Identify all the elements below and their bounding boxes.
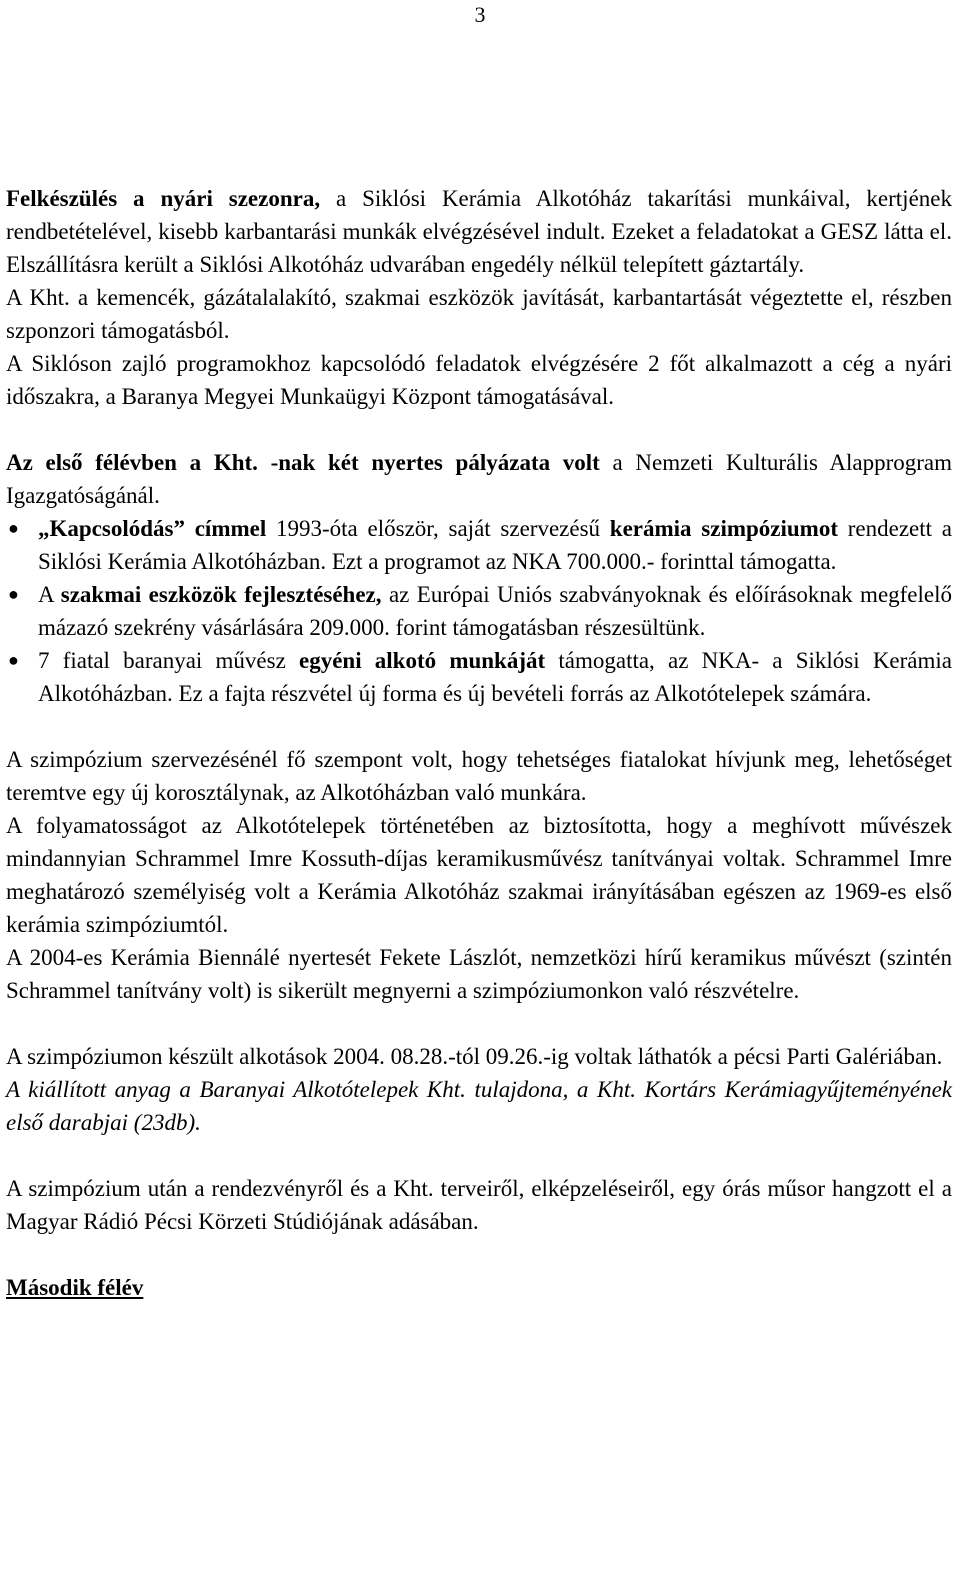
item-text: 1993-óta először, saját szervezésű	[266, 516, 610, 541]
item-text: támogatta, az NKA- a Siklósi Kerámia Alkotóházban. Ez a fajta részvétel új forma és új bevételi forrás az Alkotótelepek számára.	[38, 648, 952, 706]
bold-text: kerámia szimpóziumot	[609, 516, 839, 541]
bullet-icon: ●	[8, 584, 19, 604]
paragraph-text: a Siklósi Kerámia Alkotóház takarítási munkáival, kertjének rendbetételével, kisebb karbantarási munkák elvégzésével indult. Ezeket a feladatokat a GESZ látta el. Elszállításra került a Siklósi Alkotóház udvarában engedély nélkül telepített gáztartály.	[6, 186, 952, 277]
paragraph-symposium-aim: A szimpózium szervezésénél fő szempont volt, hogy tehetséges fiatalokat hívjunk meg, lehetőséget teremtve egy új korosztálynak, az Alkotóházban való munkára.	[6, 747, 952, 805]
paragraph-exhibition: A szimpóziumon készült alkotások 2004. 08.28.-tól 09.26.-ig voltak láthatók a pécsi Parti Galériában.	[6, 1044, 943, 1069]
paragraph-summer-season	[6, 182, 952, 281]
bold-text: egyéni alkotó munkáját	[298, 648, 546, 673]
paragraph-kht-repairs: A Kht. a kemencék, gázátalalakító, szakmai eszközök javítását, karbantartását végeztette el, részben szponzori támogatásból.	[6, 285, 952, 343]
item-text: az Európai Uniós szabványoknak és előírásoknak megfelelő mázazó szekrény vásárlására 209.000. forint támogatásban részesültünk.	[38, 582, 953, 640]
item-text: 7 fiatal baranyai művész	[38, 648, 299, 673]
paragraph-collection	[6, 1073, 952, 1139]
list-item	[6, 644, 952, 710]
paragraph-text: a Nemzeti Kulturális Alapprogram Igazgatóságánál.	[6, 450, 952, 508]
document-body	[6, 182, 952, 1304]
bullet-icon: ●	[8, 650, 19, 670]
bold-text: „Kapcsolódás” címmel	[38, 516, 267, 541]
list-item	[6, 512, 952, 578]
page-number: 3	[474, 2, 486, 27]
section-heading: Második félév	[6, 1275, 144, 1300]
item-text: rendezett a Siklósi Kerámia Alkotóházban. Ezt a programot az NKA 700.000.- forinttal támogatta.	[38, 516, 953, 574]
paragraph-grants	[6, 446, 952, 512]
list-item	[6, 578, 952, 644]
paragraph-radio: A szimpózium után a rendezvényről és a Kht. terveiről, elképzeléseiről, egy órás műsor hangzott el a Magyar Rádió Pécsi Körzeti Stúdiójának adásában.	[6, 1176, 952, 1234]
paragraph-biennale: A 2004-es Kerámia Biennálé nyertesét Fekete Lászlót, nemzetközi hírű keramikus művészt (szintén Schrammel tanítvány volt) is sikerült megnyerni a szimpóziumonkon való részvételre.	[6, 945, 952, 1003]
bullet-icon: ●	[8, 518, 19, 538]
bold-text: szakmai eszközök fejlesztéséhez,	[60, 582, 382, 607]
bold-text: Az első félévben a Kht. -nak két nyertes pályázata volt	[6, 450, 600, 475]
grant-list	[6, 512, 952, 710]
italic-text: A kiállított anyag a Baranyai Alkotótelepek Kht. tulajdona, a Kht. Kortárs Kerámiagyűjteményének első darabjai (23db).	[6, 1077, 952, 1135]
bold-text: Felkészülés a nyári szezonra,	[6, 186, 321, 211]
item-text: A	[38, 582, 61, 607]
paragraph-employment: A Siklóson zajló programokhoz kapcsolódó feladatok elvégzésére 2 főt alkalmazott a cég a nyári időszakra, a Baranya Megyei Munkaügyi Központ támogatásával.	[6, 351, 952, 409]
paragraph-continuity: A folyamatosságot az Alkotótelepek történetében az biztosította, hogy a meghívott művészek mindannyian Schrammel Imre Kossuth-díjas keramikusművész tanítványai voltak. Schrammel Imre meghatározó személyiség volt a Kerámia Alkotóház szakmai irányításában egészen az 1969-es első kerámia szimpóziumtól.	[6, 813, 952, 937]
